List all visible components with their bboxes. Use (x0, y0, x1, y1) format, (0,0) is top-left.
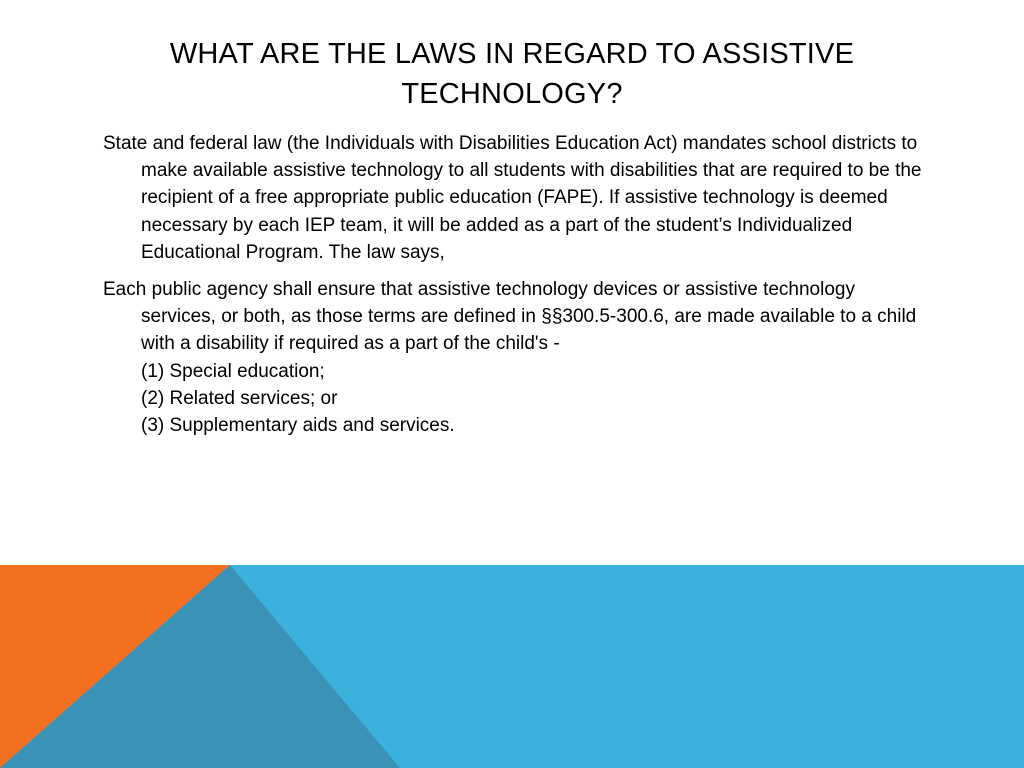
list-item-special-education: (1) Special education; (141, 360, 325, 382)
slide-body (103, 130, 933, 449)
paragraph-law-quote (103, 276, 933, 439)
decorative-footer-band (0, 565, 1024, 768)
paragraph-law-overview: State and federal law (the Individuals with Disabilities Education Act) mandates school districts to make available assistive technology to all students with disabilities that are required to be the recipient of a free appropriate public education (FAPE). If assistive technology is deemed necessary by each IEP team, it will be added as a part of the student’s Individualized Educational Program. The law says, (103, 133, 922, 263)
law-quote-text: Each public agency shall ensure that assistive technology devices or assistive technology services, or both, as those terms are defined in §§300.5-300.6, are made available to a child with a disability if required as a part of the child's - (103, 279, 917, 355)
slide-title: WHAT ARE THE LAWS IN REGARD TO ASSISTIVE TECHNOLOGY? (169, 38, 855, 110)
list-item-supplementary-aids: (3) Supplementary aids and services. (141, 415, 455, 437)
list-item-related-services: (2) Related services; or (141, 387, 338, 409)
